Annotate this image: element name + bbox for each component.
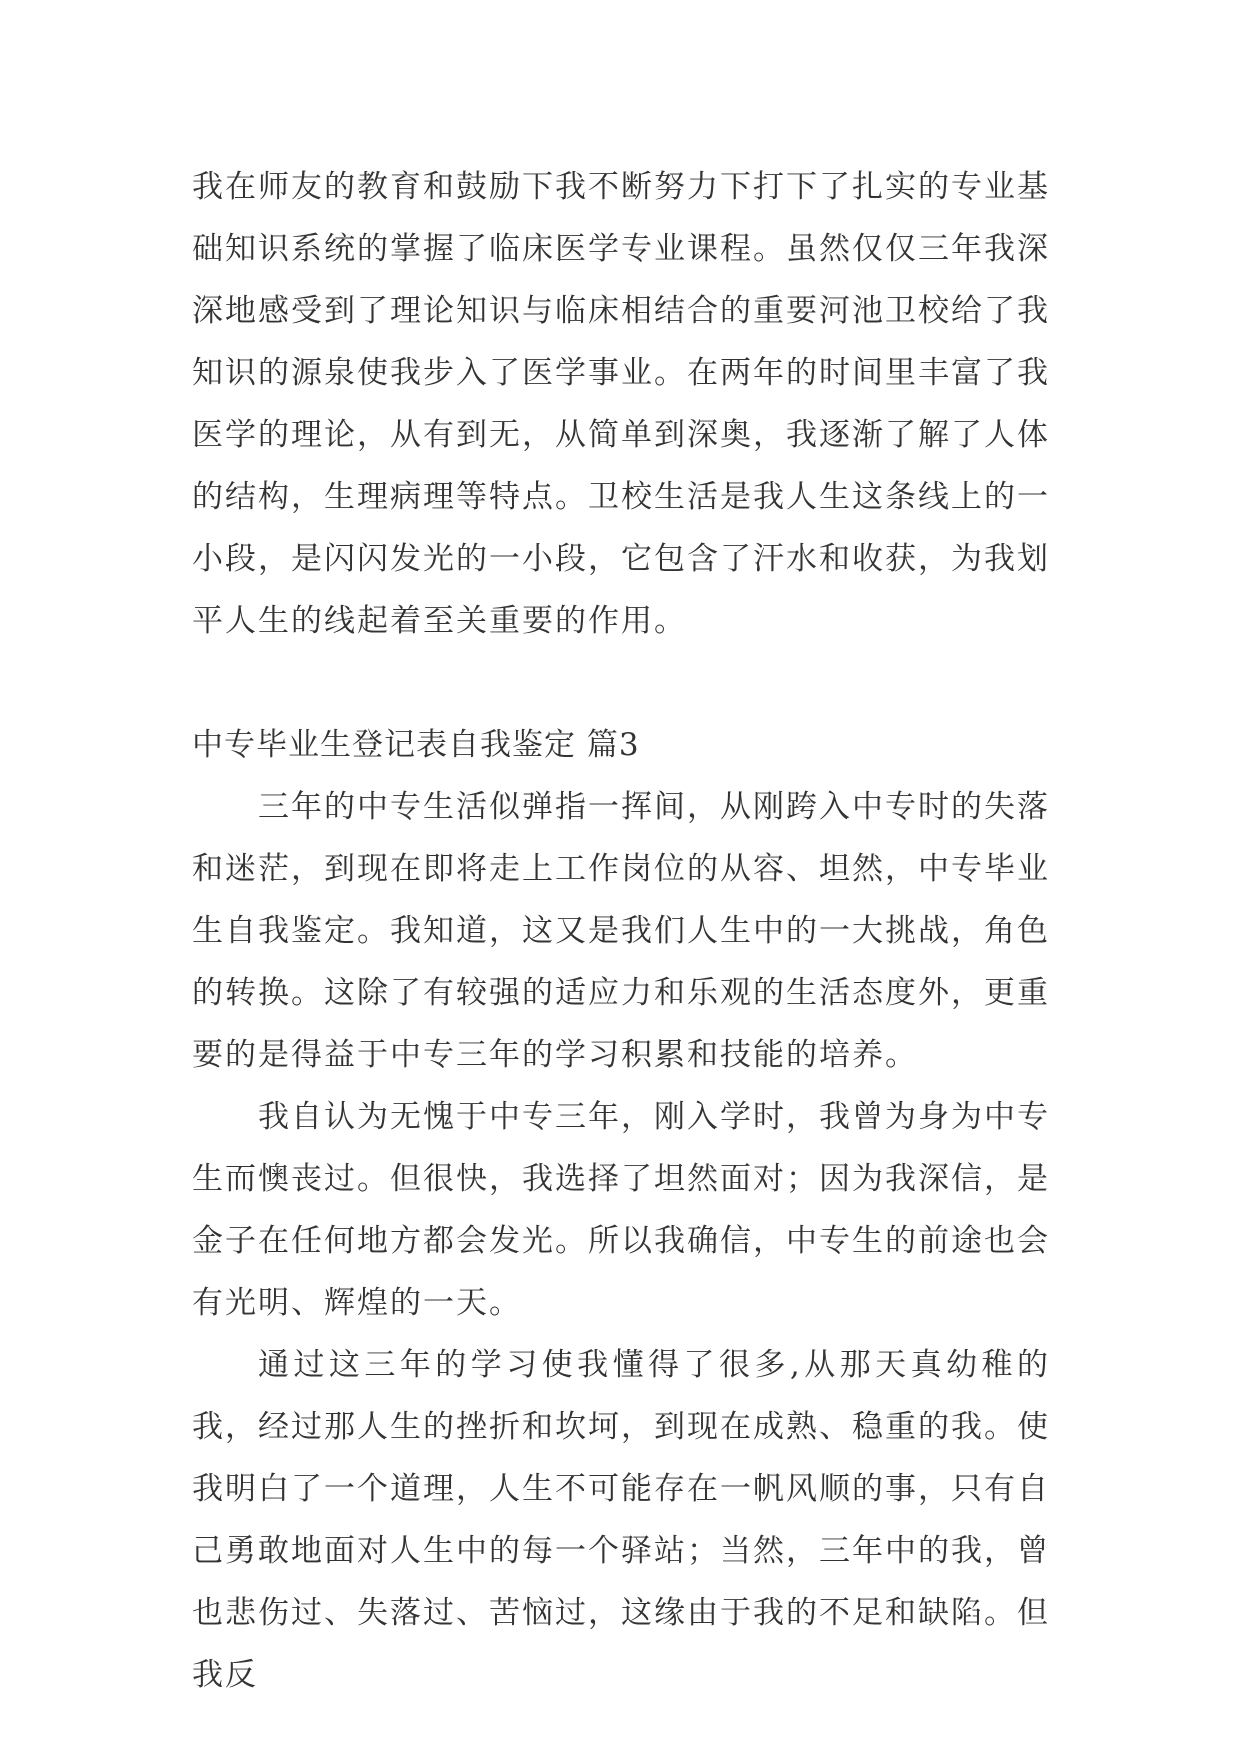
- document-body: [192, 156, 1050, 1706]
- section-spacer: [192, 652, 1050, 714]
- body-paragraph-3: 通过这三年的学习使我懂得了很多,从那天真幼稚的我，经过那人生的挫折和坎坷，到现在成熟、稳重的我。使我明白了一个道理，人生不可能存在一帆风顺的事，只有自己勇敢地面对人生中的每一个驿站；当然，三年中的我，曾也悲伤过、失落过、苦恼过，这缘由于我的不足和缺陷。但我反: [192, 1347, 1050, 1693]
- section-heading: 中专毕业生登记表自我鉴定 篇3: [192, 727, 640, 763]
- body-paragraph-1: 三年的中专生活似弹指一挥间，从刚跨入中专时的失落和迷茫，到现在即将走上工作岗位的从容、坦然，中专毕业生自我鉴定。我知道，这又是我们人生中的一大挑战，角色的转换。这除了有较强的适应力和乐观的生活态度外，更重要的是得益于中专三年的学习积累和技能的培养。: [192, 789, 1050, 1073]
- intro-paragraph: 我在师友的教育和鼓励下我不断努力下打下了扎实的专业基础知识系统的掌握了临床医学专业课程。虽然仅仅三年我深深地感受到了理论知识与临床相结合的重要河池卫校给了我知识的源泉使我步入了医学事业。在两年的时间里丰富了我医学的理论，从有到无，从简单到深奥，我逐渐了解了人体的结构，生理病理等特点。卫校生活是我人生这条线上的一小段，是闪闪发光的一小段，它包含了汗水和收获，为我划平人生的线起着至关重要的作用。: [192, 169, 1050, 639]
- body-paragraph-2: 我自认为无愧于中专三年，刚入学时，我曾为身为中专生而懊丧过。但很快，我选择了坦然面对；因为我深信，是金子在任何地方都会发光。所以我确信，中专生的前途也会有光明、辉煌的一天。: [192, 1099, 1050, 1321]
